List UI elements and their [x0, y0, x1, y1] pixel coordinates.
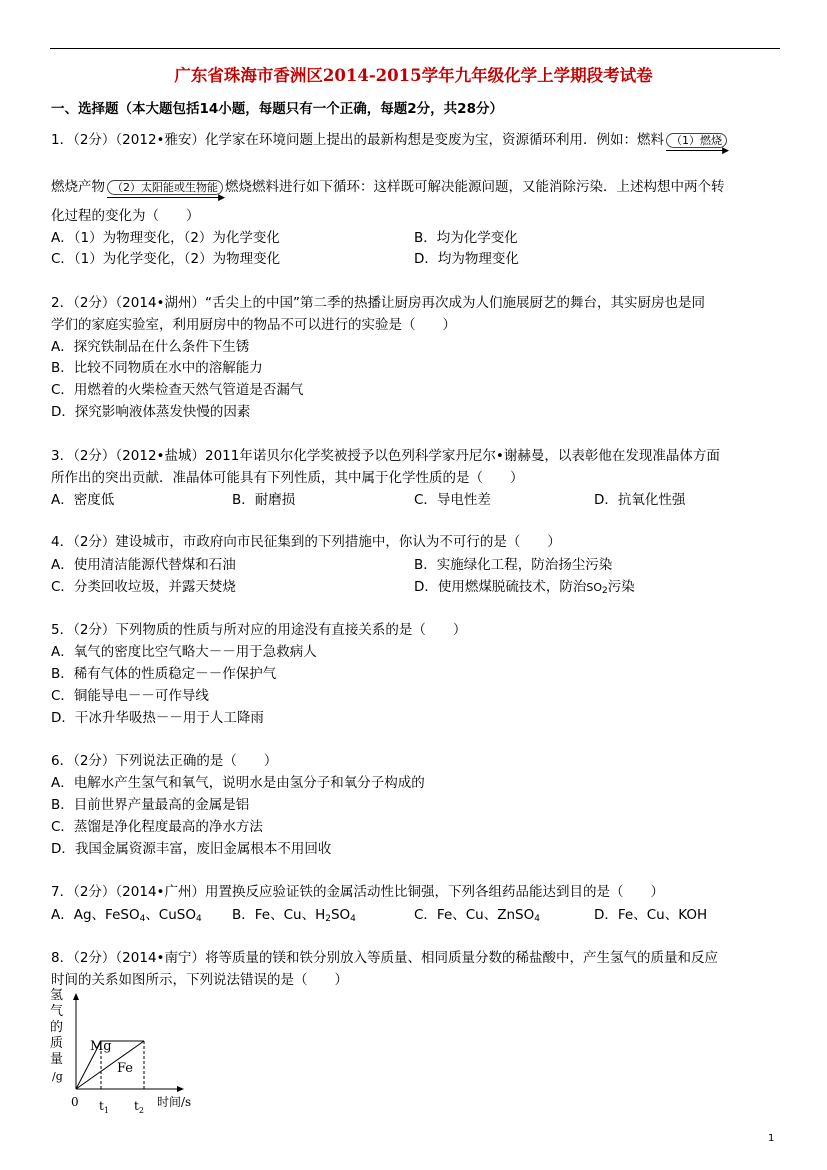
q1-option-a: A．（1）为物理变化，（2）为化学变化 — [51, 230, 280, 246]
q2-option-d: D．探究影响液体蒸发快慢的因素 — [51, 404, 251, 420]
hydrogen-mass-graph — [48, 985, 208, 1115]
question-4-line-1: 4．（2分）建设城市，市政府向市民征集到的下列措施中，你认为不可行的是（ ） — [51, 534, 561, 550]
question-1-line-3: 化过程的变化为（ ） — [51, 208, 200, 224]
q3-option-b: B．耐磨损 — [232, 492, 296, 508]
q5-option-d: D．干冰升华吸热－－用于人工降雨 — [51, 710, 264, 726]
q1-option-c: C．（1）为化学变化，（2）为物理变化 — [51, 251, 281, 267]
q1-option-d: D．均为物理变化 — [414, 251, 519, 267]
reaction-arrow-1 — [666, 132, 729, 156]
q4-option-b: B．实施绿化工程，防治扬尘污染 — [414, 557, 613, 573]
arrow-head-icon: ▶ — [722, 146, 729, 156]
q5-option-b: B．稀有气体的性质稳定－－作保护气 — [51, 666, 277, 682]
y-axis-char: 质 — [50, 1036, 64, 1051]
q4-option-a: A．使用清洁能源代替煤和石油 — [51, 557, 236, 573]
page-number: 1 — [768, 1133, 775, 1144]
section-heading: 一、选择题（本大题包括14小题，每题只有一个正确，每题2分，共28分） — [51, 101, 503, 117]
mg-curve-label: Mg — [90, 1039, 112, 1054]
q4-option-c: C．分类回收垃圾，并露天焚烧 — [51, 579, 236, 595]
page-title: 广东省珠海市香洲区2014-2015学年九年级化学上学期段考试卷 — [174, 66, 653, 85]
y-axis-char: 的 — [50, 1020, 64, 1035]
arrow-2-label: （2）太阳能或生物能 — [107, 180, 223, 195]
question-2-line-2: 学们的家庭实验室，利用厨房中的物品不可以进行的实验是（ ） — [51, 317, 456, 333]
header-rule — [50, 48, 780, 49]
q2-option-a: A．探究铁制品在什么条件下生锈 — [51, 339, 250, 355]
question-3-line-1: 3．（2分）（2012•盐城）2011年诺贝尔化学奖被授予以色列科学家丹尼尔•谢赫曼，以表彰他在发现准晶体方面 — [51, 448, 720, 464]
q7-option-d: D．Fe、Cu、KOH — [594, 907, 708, 923]
question-7-line-1: 7．（2分）（2014•广州）用置换反应验证铁的金属活动性比铜强，下列各组药品能达到目的是（ ） — [51, 884, 664, 900]
q6-option-b: B．目前世界产量最高的金属是铝 — [51, 797, 250, 813]
q2-option-c: C．用燃着的火柴检查天然气管道是否漏气 — [51, 382, 304, 398]
q5-option-c: C．铜能导电－－可作导线 — [51, 688, 209, 704]
q3-option-c: C．导电性差 — [414, 492, 491, 508]
y-axis-char: 气 — [50, 1004, 64, 1019]
x-axis-label: 时间/s — [157, 1095, 192, 1109]
reaction-arrow-2 — [107, 179, 225, 203]
fe-curve-label: Fe — [117, 1061, 134, 1076]
q5-option-a: A．氧气的密度比空气略大－－用于急救病人 — [51, 644, 317, 660]
q1-option-b: B．均为化学变化 — [414, 230, 518, 246]
q6-option-a: A．电解水产生氢气和氧气，说明水是由氢分子和氧分子构成的 — [51, 775, 425, 791]
x-axis-arrow-icon — [177, 1086, 184, 1092]
question-1-line-1: 1．（2分）（2012•雅安）化学家在环境问题上提出的最新构想是变废为宝，资源循环利用．例如：燃料 （1）燃烧 ▶ — [51, 132, 729, 156]
question-1-line-2: 燃烧产物 （2）太阳能或生物能 ▶ 燃烧燃料进行如下循环：这样既可解决能源问题，又能消除污染．上述构想中两个转 — [51, 179, 725, 203]
q3-option-a: A．密度低 — [51, 492, 115, 508]
q7-option-b: B．Fe、Cu、$H_2SO_4$ — [232, 907, 356, 924]
y-axis-char: 氢 — [50, 988, 64, 1003]
y-axis-unit: /g — [52, 1070, 63, 1083]
q7-option-a: A．Ag、FeSO$_4$、CuSO$_4$ — [51, 907, 202, 924]
q7-option-c: C．Fe、Cu、ZnSO$_4$ — [414, 907, 540, 924]
question-6-line-1: 6．（2分）下列说法正确的是（ ） — [51, 753, 278, 769]
y-axis-char: 量 — [50, 1052, 64, 1067]
q3-option-d: D．抗氧化性强 — [594, 492, 686, 508]
t2-label: $t_2$ — [134, 1099, 144, 1115]
question-8-line-1: 8．（2分）（2014•南宁）将等质量的镁和铁分别放入等质量、相同质量分数的稀盐酸中，产生氢气的质量和反应 — [51, 950, 718, 966]
origin-label: 0 — [71, 1095, 79, 1109]
question-5-line-1: 5．（2分）下列物质的性质与所对应的用途没有直接关系的是（ ） — [51, 622, 467, 638]
arrow-head-icon: ▶ — [218, 193, 225, 203]
t1-label: $t_1$ — [99, 1099, 109, 1115]
question-8-line-2: 时间的关系如图所示，下列说法错误的是（ ） — [51, 972, 348, 988]
q6-option-c: C．蒸馏是净化程度最高的净水方法 — [51, 819, 263, 835]
y-axis-arrow-icon — [73, 993, 79, 1000]
q4-option-d: D．使用燃煤脱硫技术，防治$SO_2$污染 — [414, 579, 635, 596]
question-2-line-1: 2．（2分）（2014•湖州）“舌尖上的中国”第二季的热播让厨房再次成为人们施展厨艺的舞台，其实厨房也是同 — [51, 295, 705, 311]
q6-option-d: D．我国金属资源丰富，废旧金属根本不用回收 — [51, 841, 332, 857]
q2-option-b: B．比较不同物质在水中的溶解能力 — [51, 360, 263, 376]
arrow-1-label: （1）燃烧 — [666, 133, 727, 148]
question-3-line-2: 所作出的突出贡献．准晶体可能具有下列性质，其中属于化学性质的是（ ） — [51, 470, 524, 486]
